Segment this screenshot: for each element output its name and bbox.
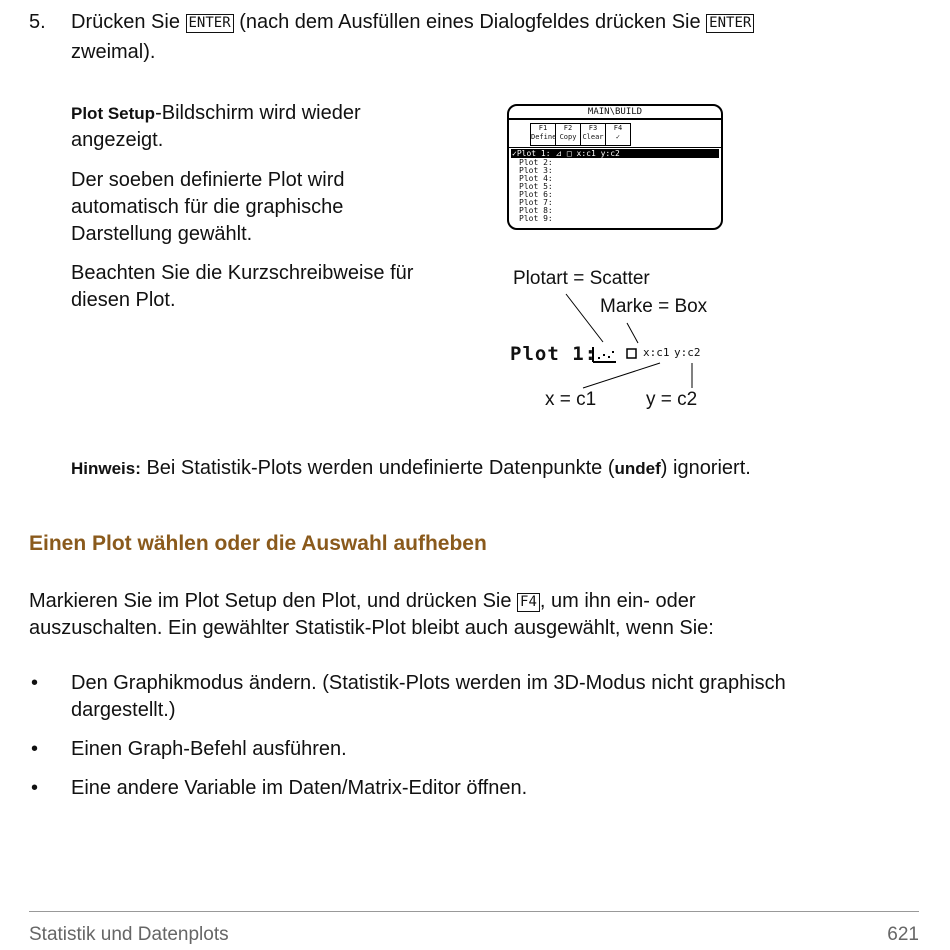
calc-tab-label: Copy: [559, 133, 577, 141]
desc-p1-rest: -Bildschirm wird wieder: [155, 102, 361, 124]
calc-tab-label: Clear: [582, 133, 604, 141]
enter-key: ENTER: [186, 14, 234, 33]
calc-row: Plot 8:: [519, 206, 553, 215]
calc-tab-key: F3: [588, 124, 598, 132]
note-label: Hinweis:: [71, 459, 141, 478]
bullet-item-1-line2: dargestellt.): [71, 699, 176, 721]
step-text-line2: zweimal).: [71, 41, 156, 63]
calc-tab-key: F4: [613, 124, 623, 132]
calc-row: Plot 5:: [519, 182, 553, 191]
step-number: 5.: [29, 11, 46, 33]
desc-p2-line2: automatisch für die graphische: [71, 196, 344, 218]
annotation-plot-type: Plotart = Scatter: [513, 268, 650, 289]
calc-tab-key: F2: [563, 124, 573, 132]
plot-setup-term: Plot Setup: [71, 104, 156, 123]
annotation-x: x = c1: [545, 389, 597, 410]
note: [71, 455, 751, 482]
bullet-item-2: Einen Graph-Befehl ausführen.: [71, 738, 347, 760]
note-text-after: ) ignoriert.: [660, 457, 751, 479]
desc-p2-line1: Der soeben definierte Plot wird: [71, 169, 345, 191]
footer-rule: [29, 911, 919, 912]
calc-title: MAIN\BUILD: [587, 107, 643, 117]
calc-tab-label: ✓: [615, 133, 621, 141]
bullet-marker: •: [31, 672, 39, 694]
section-heading: Einen Plot wählen oder die Auswahl aufheben: [29, 532, 487, 555]
annotation-mark: Marke = Box: [600, 296, 708, 317]
calc-row: Plot 3:: [519, 166, 553, 175]
calc-row: Plot 2:: [519, 158, 553, 167]
section-paragraph: [29, 588, 696, 615]
annotation-leader-lines: [0, 0, 950, 420]
calc-selected-row: ✓Plot 1: ⊿ □ x:c1 y:c2: [511, 149, 719, 158]
desc-p3-line2: diesen Plot.: [71, 289, 176, 311]
footer-title: Statistik und Datenplots: [29, 924, 229, 945]
bullet-marker: •: [31, 777, 39, 799]
annotation-y: y = c2: [646, 389, 698, 410]
section-para-before: Markieren Sie im Plot Setup den Plot, und drücken Sie: [29, 590, 512, 612]
bullet-marker: •: [31, 738, 39, 760]
enter-key-2: ENTER: [706, 14, 754, 33]
desc-p2-line3: Darstellung gewählt.: [71, 223, 253, 245]
calc-row: Plot 4:: [519, 174, 553, 183]
calc-row: Plot 7:: [519, 198, 553, 207]
bullet-item-1-line1: Den Graphikmodus ändern. (Statistik-Plots werden im 3D-Modus nicht graphisch: [71, 672, 786, 694]
desc-p1-line2: angezeigt.: [71, 129, 164, 151]
plot-x-spec: x:c1: [643, 346, 670, 359]
plot-label: Plot 1:: [510, 343, 598, 365]
step-text-middle: (nach dem Ausfüllen eines Dialogfeldes drücken Sie: [239, 11, 701, 33]
plot-y-spec: y:c2: [674, 346, 701, 359]
section-para-after: , um ihn ein- oder: [539, 590, 696, 612]
calc-tab-key: F1: [538, 124, 548, 132]
f4-key: F4: [517, 593, 540, 612]
bullet-item-3: Eine andere Variable im Daten/Matrix-Editor öffnen.: [71, 777, 528, 799]
calc-tab-label: Define: [531, 133, 557, 141]
note-undef: undef: [614, 459, 661, 478]
desc-p3-line1: Beachten Sie die Kurzschreibweise für: [71, 262, 414, 284]
section-para-line2: auszuschalten. Ein gewählter Statistik-Plot bleibt auch ausgewählt, wenn Sie:: [29, 617, 714, 639]
step-text-before: Drücken Sie: [71, 11, 180, 33]
note-text-before: Bei Statistik-Plots werden undefinierte Datenpunkte (: [146, 457, 615, 479]
page-number: 621: [887, 924, 919, 945]
calc-row: Plot 9:: [519, 214, 553, 223]
calc-row: Plot 6:: [519, 190, 553, 199]
